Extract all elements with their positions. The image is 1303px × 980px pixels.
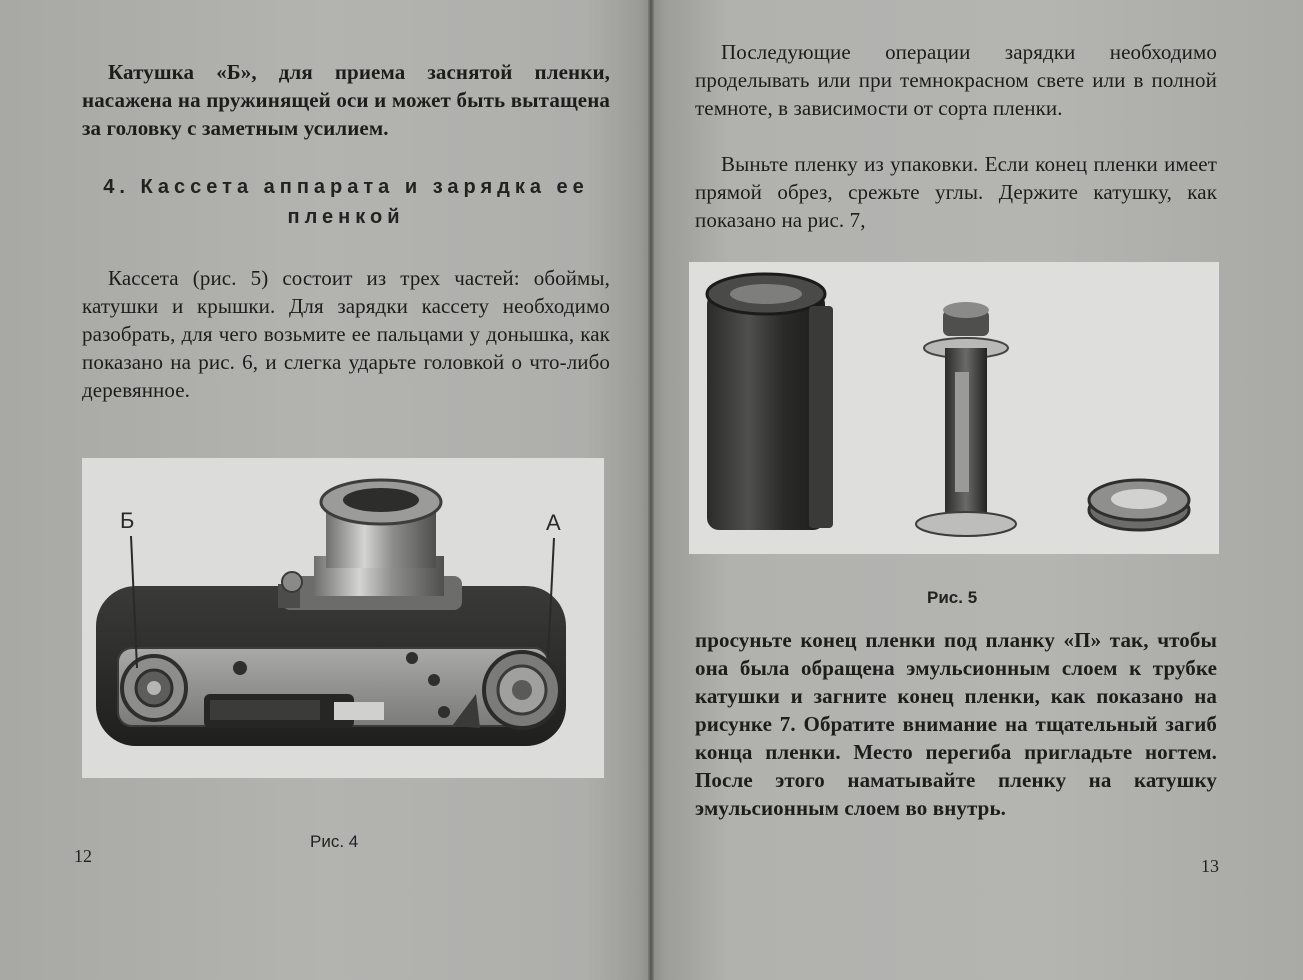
left-page: [0, 0, 650, 980]
figure-4-caption: Рис. 4: [310, 832, 359, 851]
page-number-right: 13: [1201, 856, 1219, 876]
camera-illustration: [82, 458, 604, 778]
left-paragraph-reel-b: Катушка «Б», для приема заснятой пленки, насажена на пружинящей оси и может быть вытащена за головку с заметным усилием.: [82, 60, 610, 140]
section-heading: 4. Кассета аппарата и зарядка ее пленкой: [103, 176, 589, 228]
left-paragraph-cassette: Кассета (рис. 5) состоит из трех частей: обоймы, катушки и крышки. Для зарядки кассету необходимо разобрать, для чего возьмите ее пальцами у донышка, как показано на рис. 6, и слегка ударьте головкой о что-либо деревянное.: [82, 266, 610, 402]
right-paragraph-threading: просуньте конец пленки под планку «П» так, чтобы она была обращена эмульсионным слоем к трубке катушки и загните конец пленки, как показано на рисунке 7. Обратите внимание на тщательный загиб конца пленки. Место перегиба пригладьте ногтем. После этого наматывайте пленку на катушку эмульсионным слоем во внутрь.: [695, 628, 1217, 820]
right-page: [651, 0, 1303, 980]
figure-5-cassette-photo: [689, 262, 1219, 554]
page-number-left: 12: [74, 846, 92, 866]
right-paragraph-unpack: Выньте пленку из упаковки. Если конец пленки имеет прямой обрез, срежьте углы. Держите катушку, как показано на рис. 7,: [695, 152, 1217, 232]
figure-5-caption: Рис. 5: [927, 588, 978, 607]
cassette-illustration: [689, 262, 1219, 554]
right-paragraph-darkroom: Последующие операции зарядки необходимо проделывать или при темнокрасном свете или в полной темноте, в зависимости от сорта пленки.: [695, 40, 1217, 120]
label-a: А: [546, 510, 561, 535]
label-b: Б: [120, 508, 135, 533]
figure-4-camera-photo: [82, 458, 604, 778]
